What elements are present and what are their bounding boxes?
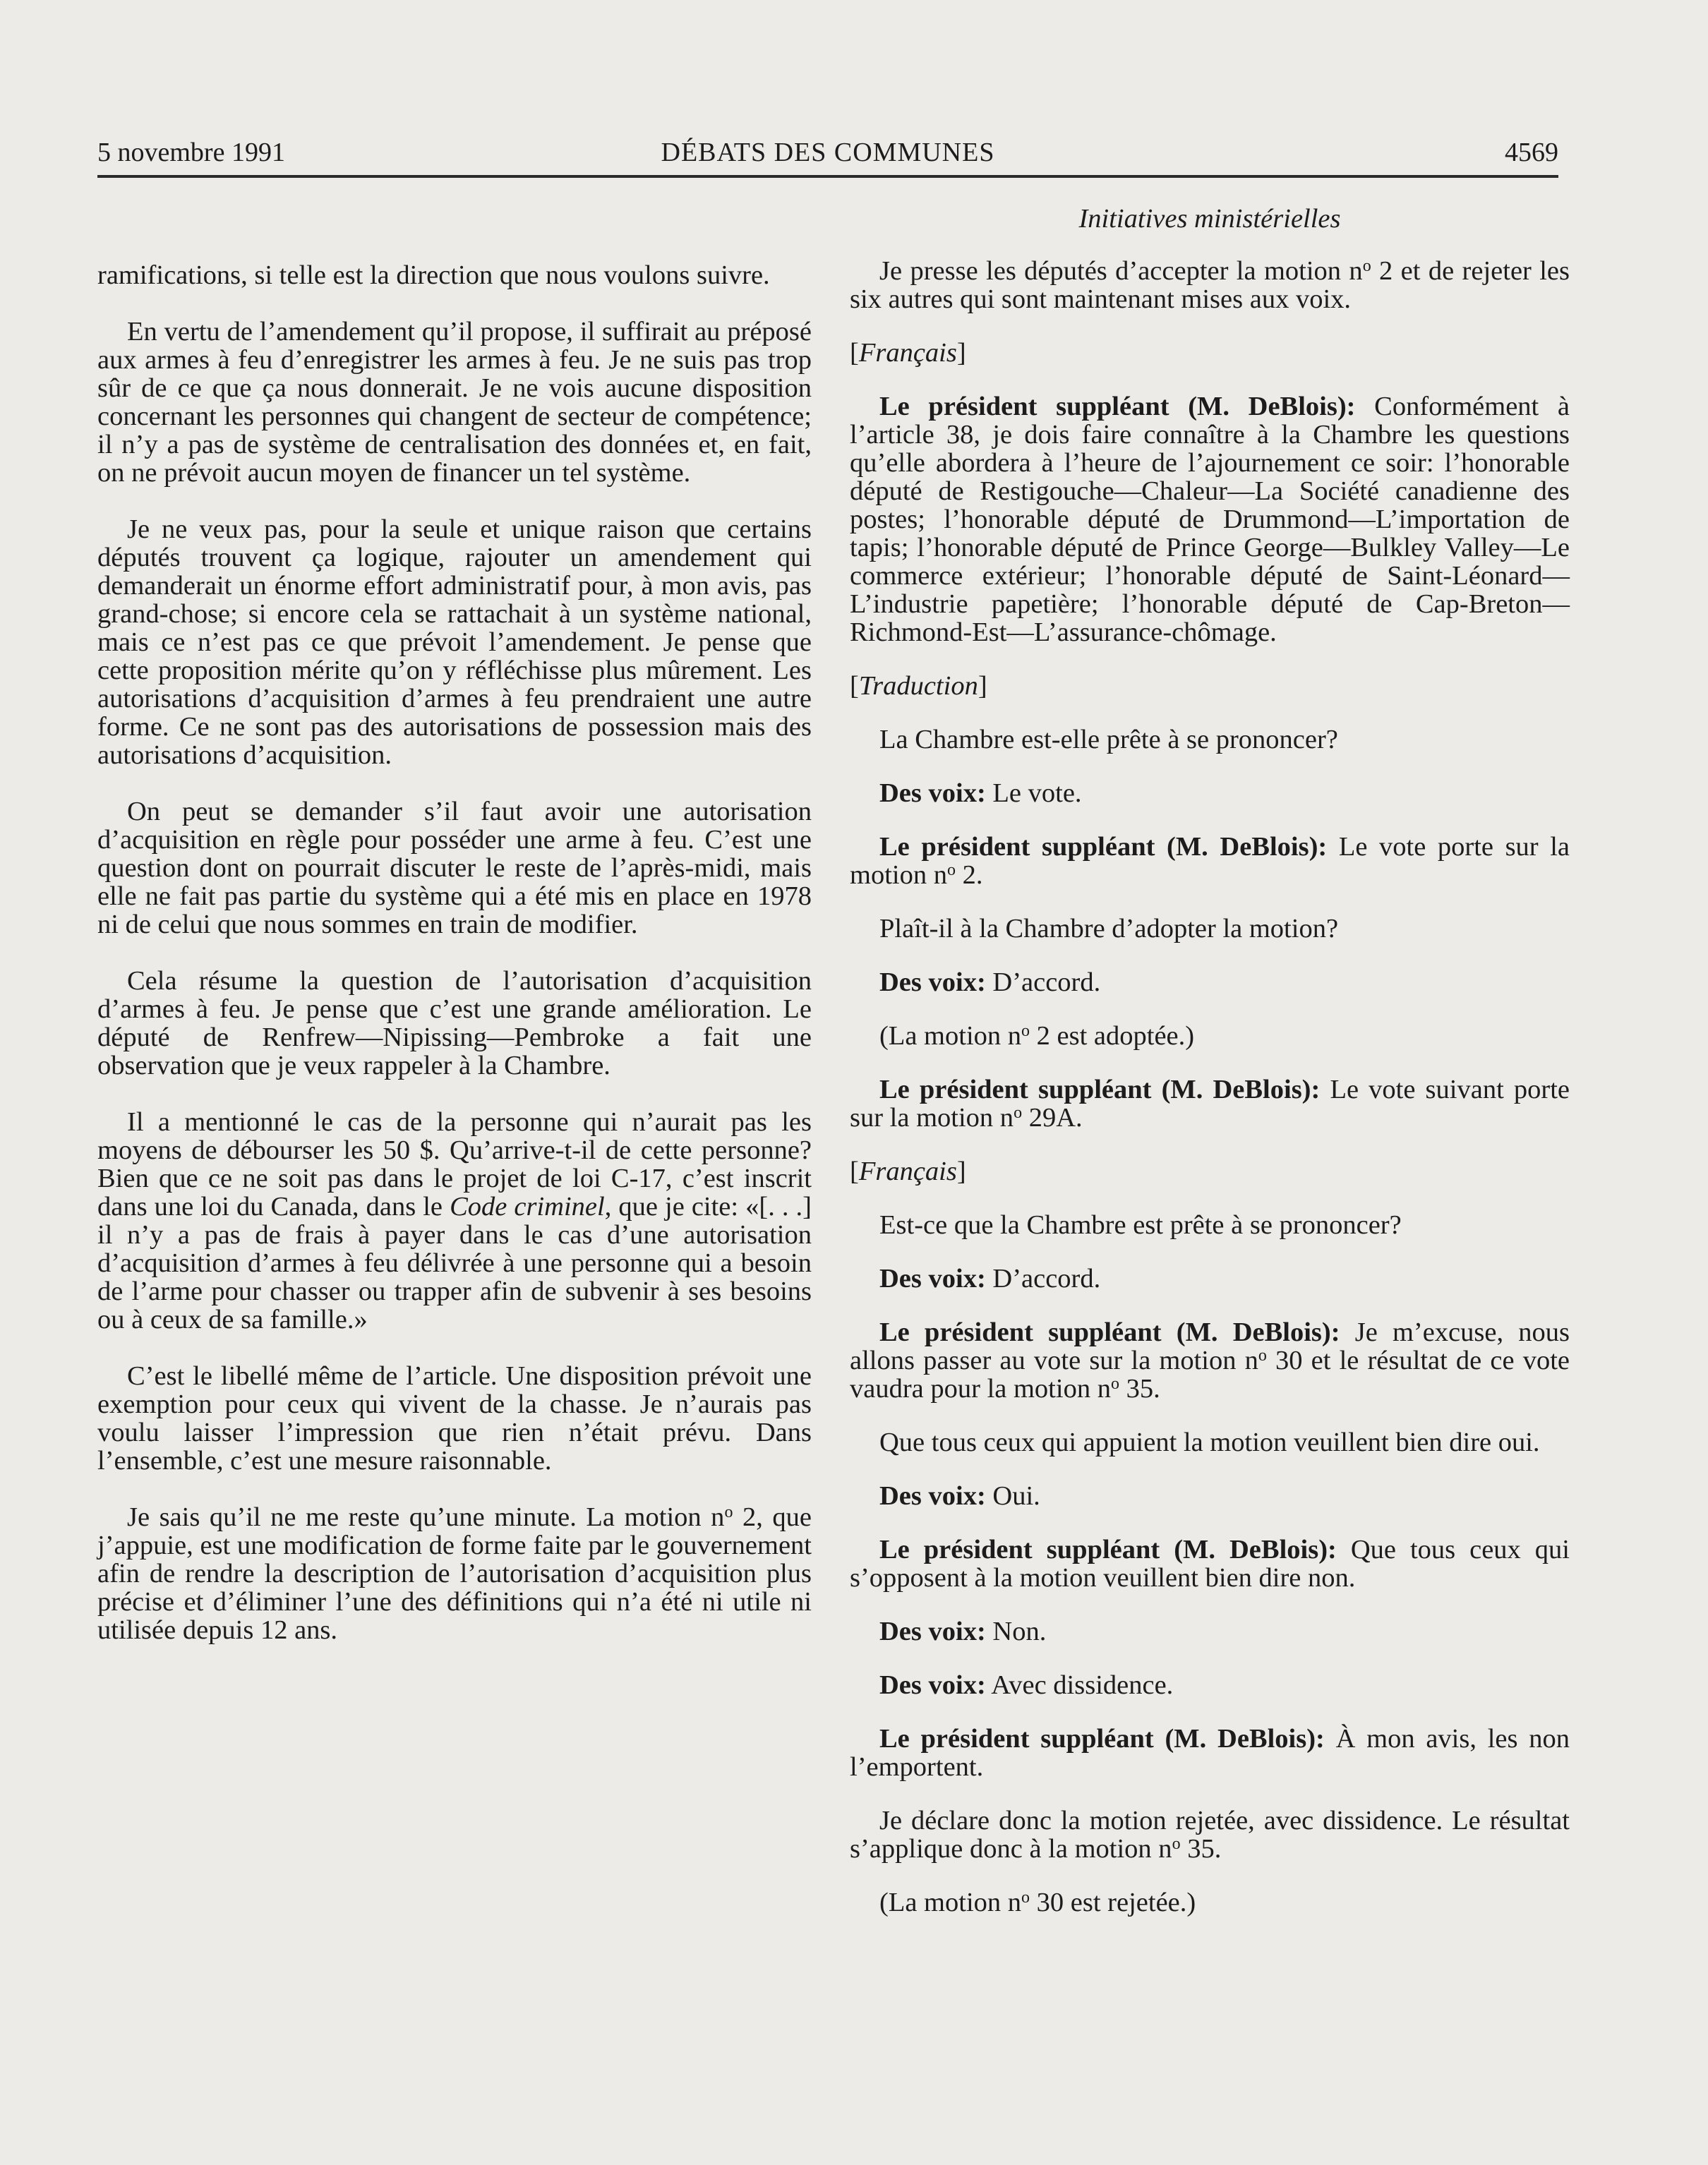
speech: Des voix: Avec dissidence. [879, 1670, 1174, 1700]
paragraph: Je déclare donc la motion rejetée, avec dissidence. Le résultat s’applique donc à la motion $n^o$ 35. [850, 1806, 1570, 1864]
paragraph: Cela résume la question de l’autorisation d’acquisition d’armes à feu. Je pense que c’est une grande amélioration. Le député de Renfrew—Nipissing—Pembroke a fait une observation que je veux rappeler à la Chambre. [97, 966, 812, 1080]
paragraph: Il a mentionné le cas de la personne qui n’aurait pas les moyens de débourser les 50 $. Qu’arrive-t-il de cette personne? Bien que ce ne soit pas dans le projet de loi C-17, c’est inscrit dans une loi du Canada, dans le Code criminel, que je cite: «[. . .] il n’y a pas de frais à payer dans le cas d’une autorisation d’acquisition d’armes à feu délivrée à une personne qui a besoin de l’arme pour chasser ou trapper afin de subvenir à ses besoins ou à ceux de sa famille.» [97, 1107, 812, 1334]
language-marker: [Français] [850, 338, 966, 368]
paragraph: (La motion $n^o$ 30 est rejetée.) [879, 1888, 1196, 1917]
speaker: Le président suppléant (M. DeBlois): [879, 392, 1356, 421]
speaker: Le président suppléant (M. DeBlois): [879, 832, 1328, 862]
header-title: DÉBATS DES COMMUNES [661, 138, 995, 167]
speech: Le président suppléant (M. DeBlois): Que tous ceux qui s’opposent à la motion veuillent bien dire non. [850, 1535, 1570, 1593]
speech: Le président suppléant (M. DeBlois): Le vote porte sur la motion $n^o$ 2. [850, 832, 1570, 890]
page-number: 4569 [1505, 138, 1558, 167]
paragraph: Plaît-il à la Chambre d’adopter la motion? [879, 914, 1339, 943]
speech: Des voix: D’accord. [879, 1264, 1101, 1293]
paragraph: Je ne veux pas, pour la seule et unique raison que certains députés trouvent ça logique, rajouter un amendement qui demanderait un énorme effort administratif pour, à mon avis, pas grand-chose; si encore cela se rattachait à un système national, mais ce n’est pas ce que prévoit l’amendement. Je pense que cette proposition mérite qu’on y réfléchisse plus mûrement. Les autorisations d’acquisition d’armes à feu prendraient une autre forme. Ce ne sont pas des autorisations de possession mais des autorisations d’acquisition. [97, 514, 812, 770]
speech: Des voix: Le vote. [879, 778, 1082, 808]
left-column [97, 261, 812, 1672]
paragraph: Je sais qu’il ne me reste qu’une minute. La motion $n^o$ 2, que j’appuie, est une modification de forme faite par le gouvernement afin de rendre la description de l’autorisation d’acquisition plus précise et d’éliminer l’une des définitions qui n’a été ni utile ni utilisée depuis 12 ans. [97, 1502, 812, 1645]
speaker: Le président suppléant (M. DeBlois): [879, 1317, 1340, 1347]
speaker: Des voix: [879, 1264, 986, 1293]
speech: Le président suppléant (M. DeBlois): Le vote suivant porte sur la motion $n^o$ 29A. [850, 1075, 1570, 1133]
speech: Le président suppléant (M. DeBlois): Je m’excuse, nous allons passer au vote sur la motion $n^o$ 30 et le résultat de ce vote vaudra pour la motion $n^o$ 35. [850, 1317, 1570, 1404]
paragraph: C’est le libellé même de l’article. Une disposition prévoit une exemption pour ceux qui vivent de la chasse. Je n’aurais pas voulu laisser l’impression que rien n’était prévu. Dans l’ensemble, c’est une mesure raisonnable. [97, 1361, 812, 1476]
paragraph: Que tous ceux qui appuient la motion veuillent bien dire oui. [879, 1428, 1540, 1457]
page-header [97, 131, 1558, 178]
speech: Des voix: D’accord. [879, 967, 1101, 997]
paragraph: On peut se demander s’il faut avoir une autorisation d’acquisition en règle pour posséder une arme à feu. C’est une question dont on pourrait discuter le reste de l’après-midi, mais elle ne fait pas partie du système qui a été mis en place en 1978 ni de celui que nous sommes en train de modifier. [97, 797, 812, 939]
speech: Le président suppléant (M. DeBlois): À mon avis, les non l’emportent. [850, 1724, 1570, 1782]
section-title: Initiatives ministérielles [1078, 204, 1341, 234]
paragraph: ramifications, si telle est la direction que nous voulons suivre. [97, 260, 770, 290]
paragraph: Je presse les députés d’accepter la motion $n^o$ 2 et de rejeter les six autres qui sont maintenant mises aux voix. [850, 256, 1570, 314]
speech: Le président suppléant (M. DeBlois): Conformément à l’article 38, je dois faire connaître à la Chambre les questions qu’elle abordera à l’heure de l’ajournement ce soir: l’honorable député de Restigouche—Chaleur—La Société canadienne des postes; l’honorable député de Drummond—L’importation de tapis; l’honorable député de Prince George—Bulkley Valley—Le commerce extérieur; l’honorable député de Saint-Léonard—L’industrie papetière; l’honorable député de Cap-Breton—Richmond-Est—L’assurance-chômage. [850, 392, 1570, 647]
speaker: Des voix: [879, 1481, 986, 1511]
speaker: Le président suppléant (M. DeBlois): [879, 1724, 1325, 1754]
paragraph: Est-ce que la Chambre est prête à se prononcer? [879, 1210, 1402, 1240]
header-date: 5 novembre 1991 [97, 138, 285, 167]
speaker: Des voix: [879, 1617, 986, 1646]
speaker: Le président suppléant (M. DeBlois): [879, 1075, 1321, 1104]
speaker: Des voix: [879, 967, 986, 997]
language-marker: [Traduction] [850, 671, 987, 701]
italic-text: Code criminel [450, 1192, 605, 1222]
speech: Des voix: Non. [879, 1617, 1047, 1646]
speech: Des voix: Oui. [879, 1481, 1040, 1511]
speaker: Le président suppléant (M. DeBlois): [879, 1535, 1337, 1564]
paragraph: La Chambre est-elle prête à se prononcer? [879, 725, 1338, 754]
paragraph: (La motion $n^o$ 2 est adoptée.) [879, 1021, 1195, 1051]
right-column [850, 205, 1570, 1942]
speaker: Des voix: [879, 1670, 986, 1700]
paragraph: En vertu de l’amendement qu’il propose, il suffirait au préposé aux armes à feu d’enregistrer les armes à feu. Je ne suis pas trop sûr de ce que ça nous donnerait. Je ne vois aucune disposition concernant les personnes qui changent de secteur de compétence; il n’y a pas de système de centralisation des données et, en fait, on ne prévoit aucun moyen de financer un tel système. [97, 317, 812, 488]
speaker: Des voix: [879, 778, 986, 808]
language-marker: [Français] [850, 1157, 966, 1186]
